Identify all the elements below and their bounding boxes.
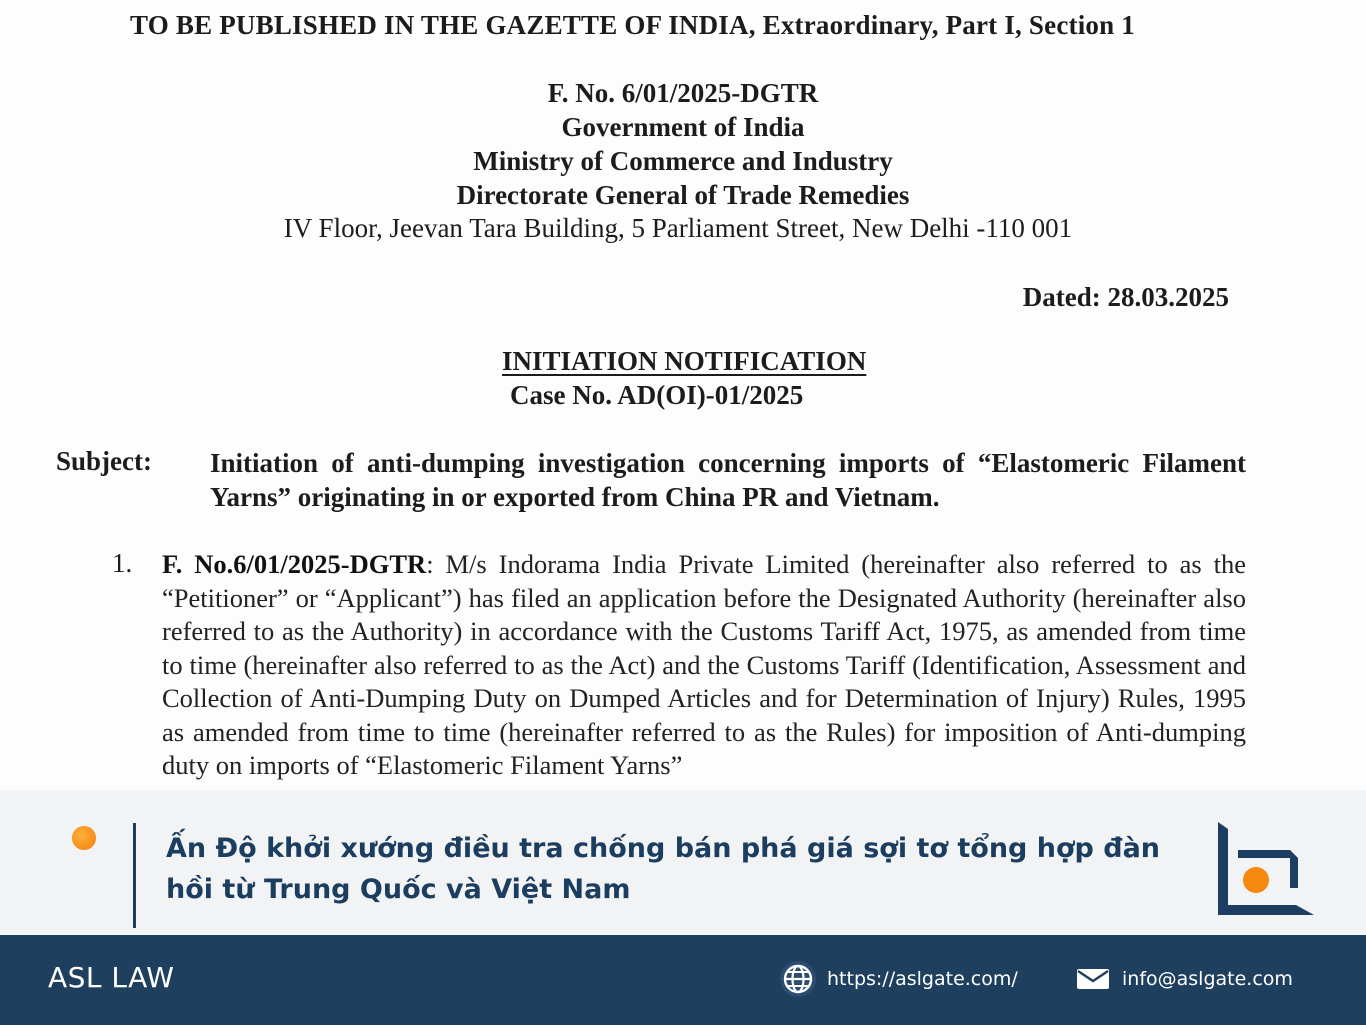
gazette-header: TO BE PUBLISHED IN THE GAZETTE OF INDIA, Extraordinary, Part I, Section 1 [130,10,1135,40]
ministry-line: Ministry of Commerce and Industry [473,146,893,176]
website-link[interactable] [779,959,1018,999]
address-line: IV Floor, Jeevan Tara Building, 5 Parliament Street, New Delhi -110 001 [283,213,1073,243]
globe-icon [779,960,817,998]
footer-bar [0,935,1366,1025]
website-url: https://aslgate.com/ [827,968,1018,990]
paragraph-1 [162,548,1246,783]
file-number: F. No. 6/01/2025-DGTR [547,78,819,108]
paragraph-number: 1. [112,548,133,578]
government-line: Government of India [561,112,805,142]
email-address: info@aslgate.com [1122,968,1293,990]
notification-title: INITIATION NOTIFICATION [502,346,867,376]
subject-text: Initiation of anti-dumping investigation concerning imports of “Elastomeric Filament Yarns” originating in or exported from China PR and Vietnam. [210,448,1246,512]
paragraph-body: : M/s Indorama India Private Limited (hereinafter also referred to as the “Petitioner” or “Applicant”) has filed an application before the Designated Authority (hereinafter also referred to as the Authority) in accordance with the Customs Tariff Act, 1975, as amended from time to time (hereinafter also referred to as the Act) and the Customs Tariff (Identification, Assessment and Collection of Anti-Dumping Duty on Dumped Articles and for Determination of Injury) Rules, 1995 as amended from time to time (hereinafter referred to as the Rules) for imposition of Anti-dumping duty on imports of “Elastomeric Filament Yarns” [162,549,1247,780]
brand-name: ASL LAW [48,961,175,994]
mail-icon [1076,967,1110,991]
headline-divider [133,823,136,928]
email-link[interactable] [1076,959,1293,999]
article-headline: Ấn Độ khởi xướng điều tra chống bán phá giá sợi tơ tổng hợp đàn hồi từ Trung Quốc và Việt Nam [166,833,1161,905]
asl-logo-icon [1218,822,1316,918]
subject-label: Subject: [56,446,152,476]
directorate-line: Directorate General of Trade Remedies [456,180,910,210]
orange-dot-icon [72,826,96,850]
date-line: Dated: 28.03.2025 [1022,282,1229,312]
paragraph-reference: F. No.6/01/2025-DGTR [162,549,427,579]
case-number: Case No. AD(OI)-01/2025 [510,380,804,410]
